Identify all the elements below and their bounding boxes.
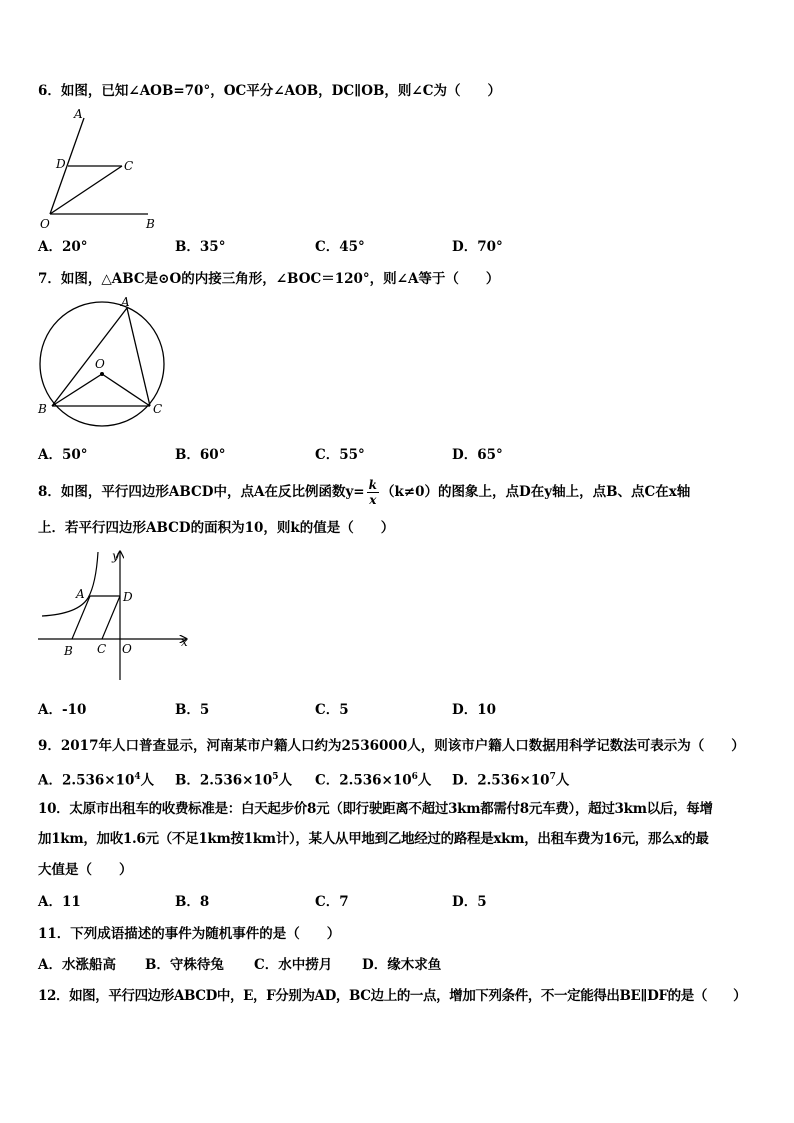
q7-option-b: B．60°: [175, 447, 226, 463]
q6-label-d: D: [56, 157, 66, 171]
q11-option-c: C．水中捞月: [254, 957, 333, 973]
q8-stem-part1: 8．如图，平行四边形ABCD中，点A在反比例函数y=: [38, 484, 365, 500]
q9-option-c-exp: 6: [411, 772, 418, 782]
q9-option-c-base: C．2.536×10: [315, 772, 412, 789]
q9-option-c: [315, 768, 431, 790]
q6-option-a: A．20°: [38, 239, 88, 255]
q9-option-d-unit: 人: [555, 772, 570, 789]
q8-label-b: B: [64, 644, 73, 658]
q10-stem-line1: 10．太原市出租车的收费标准是：白天起步价8元（即行驶距离不超过3km都需付8元车费），超过3km以后，每增: [38, 801, 713, 817]
q6-figure: [38, 106, 168, 230]
q7-center-dot: [100, 372, 104, 376]
q8-side-ab: [72, 596, 90, 639]
q8-hyperbola: [42, 552, 98, 616]
q7-side-ab: [52, 308, 127, 406]
q10-stem-line2: 加1km，加收1.6元（不足1km按1km计），某人从甲地到乙地经过的路程是xkm，出租车费为16元，那么x的最: [38, 831, 709, 847]
q8-side-dc: [102, 596, 120, 639]
q12-stem: 12．如图，平行四边形ABCD中，E，F分别为AD，BC边上的一点，增加下列条件，不一定能得出BE∥DF的是（ ）: [38, 988, 747, 1004]
q8-fraction: [367, 478, 379, 507]
q7-stem: 7．如图，△ABC是⊙O的内接三角形，∠BOC＝120°，则∠A等于（ ）: [38, 271, 500, 287]
q6-stem: 6．如图，已知∠AOB=70°，OC平分∠AOB，DC∥OB，则∠C为（ ）: [38, 83, 501, 99]
q9-option-a: [38, 768, 154, 790]
q6-option-b: B．35°: [175, 239, 226, 255]
q11-option-d: D．缘木求鱼: [362, 957, 442, 973]
q9-option-a-exp: 4: [134, 772, 141, 782]
q9-option-b-base: B．2.536×10: [175, 772, 273, 789]
q7-option-c: C．55°: [315, 447, 365, 463]
q6-option-c: C．45°: [315, 239, 365, 255]
q7-label-o: O: [95, 357, 105, 371]
q9-option-b: [175, 768, 292, 790]
q6-label-c: C: [124, 159, 134, 173]
q10-option-a: A．11: [38, 894, 81, 910]
q7-segment-oc: [102, 374, 150, 406]
q8-label-y: y: [112, 549, 119, 563]
q8-label-o: O: [122, 642, 132, 656]
q9-option-a-base: A．2.536×10: [38, 772, 135, 789]
q11-option-a: A．水涨船高: [38, 957, 116, 973]
q9-option-d-base: D．2.536×10: [452, 772, 550, 789]
q8-stem-line1: [38, 476, 690, 508]
q6-option-d: D．70°: [452, 239, 503, 255]
q7-side-ac: [127, 308, 150, 406]
q8-option-a: A．-10: [38, 702, 87, 718]
q7-label-c: C: [153, 402, 163, 416]
q10-stem-line3: 大值是（ ）: [38, 862, 133, 878]
q8-fraction-denominator: x: [369, 493, 377, 507]
q8-label-d: D: [123, 590, 133, 604]
q7-option-a: A．50°: [38, 447, 88, 463]
q8-option-c: C．5: [315, 702, 349, 718]
q7-label-a: A: [121, 296, 130, 309]
q10-option-d: D．5: [452, 894, 487, 910]
q8-fraction-numerator: k: [368, 478, 377, 492]
q9-option-b-unit: 人: [278, 772, 293, 789]
q10-option-c: C．7: [315, 894, 349, 910]
q7-option-d: D．65°: [452, 447, 503, 463]
q9-option-a-unit: 人: [140, 772, 155, 789]
q8-label-x: x: [181, 635, 188, 649]
q8-option-d: D．10: [452, 702, 496, 718]
q6-label-b: B: [146, 217, 155, 230]
q7-figure: [30, 296, 176, 430]
q9-stem: 9．2017年人口普查显示，河南某市户籍人口约为2536000人，则该市户籍人口数据用科学记数法可表示为（ ）: [38, 738, 745, 754]
q7-segment-ob: [52, 374, 102, 406]
q8-label-a: A: [76, 587, 85, 601]
q9-option-c-unit: 人: [417, 772, 432, 789]
q6-label-o: O: [40, 217, 50, 230]
q9-option-b-exp: 5: [272, 772, 279, 782]
q8-stem-line2: 上．若平行四边形ABCD的面积为10，则k的值是（ ）: [38, 520, 395, 536]
q6-segment-oc: [50, 166, 122, 214]
q9-option-d: [452, 768, 569, 790]
q10-option-b: B．8: [175, 894, 210, 910]
q8-stem-part2: （k≠0）的图象上，点D在y轴上，点B、点C在x轴: [380, 484, 691, 500]
q9-option-d-exp: 7: [549, 772, 556, 782]
q7-label-b: B: [38, 402, 47, 416]
q8-option-b: B．5: [175, 702, 210, 718]
q11-option-b: B．守株待兔: [145, 957, 224, 973]
q11-stem: 11．下列成语描述的事件为随机事件的是（ ）: [38, 926, 341, 942]
q6-label-a: A: [74, 107, 83, 121]
q8-figure: [34, 546, 194, 682]
q8-label-c: C: [97, 642, 107, 656]
